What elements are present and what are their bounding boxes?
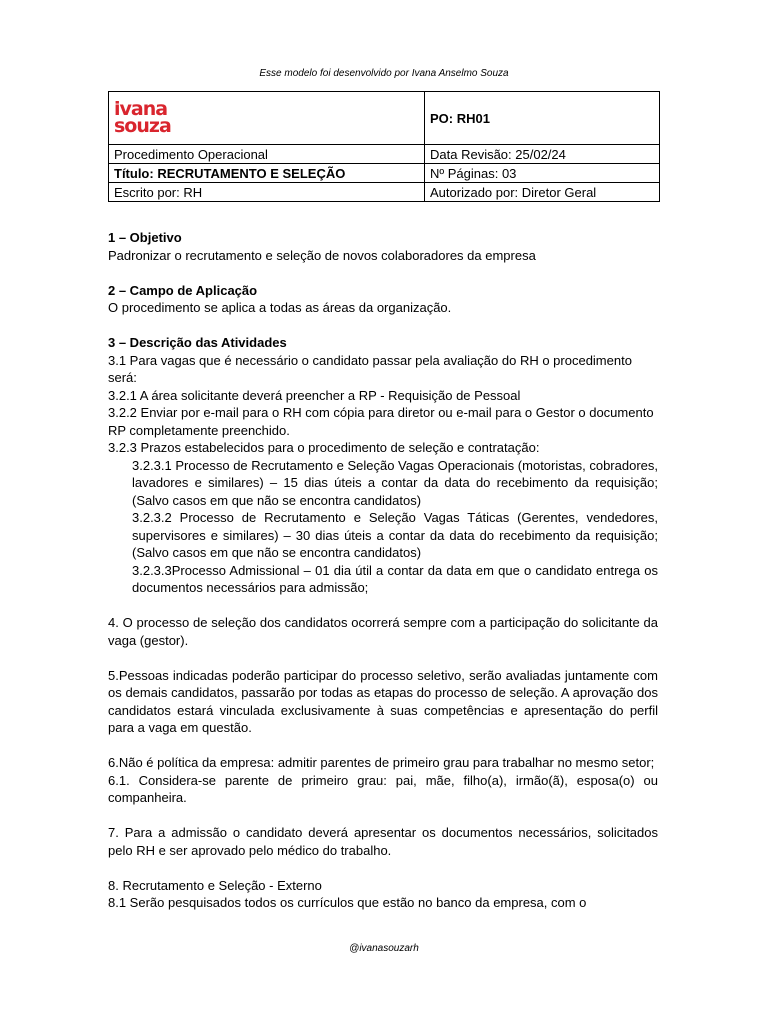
company-logo	[114, 98, 419, 137]
section-2-title: 2 – Campo de Aplicação	[108, 282, 258, 298]
authorized-by: Autorizado por: Diretor Geral	[425, 183, 660, 202]
section-8-1: 8.1 Serão pesquisados todos os currículos que estão no banco da empresa, com o	[108, 895, 587, 910]
footer-handle: @ivanasouzarh	[349, 943, 419, 954]
section-1-text: Padronizar o recrutamento e seleção de novos colaboradores da empresa	[108, 247, 536, 263]
section-6-1: 6.1. Considera-se parente de primeiro grau: pai, mãe, filho(a), irmão(ã), esposa(o) ou companheira.	[108, 772, 658, 805]
section-3-1: 3.1 Para vagas que é necessário o candidato passar pela avaliação do RH o procedimento será:	[108, 352, 632, 385]
section-6: 6.Não é política da empresa: admitir parentes de primeiro grau para trabalhar no mesmo setor;	[108, 755, 655, 770]
document-header-table	[108, 91, 660, 202]
document-title: Título: RECRUTAMENTO E SELEÇÃO	[109, 164, 425, 183]
section-3-2-3: 3.2.3 Prazos estabelecidos para o procedimento de seleção e contratação:	[108, 440, 540, 455]
section-2-text: O procedimento se aplica a todas as áreas da organização.	[108, 300, 452, 315]
logo-line-2: souza	[114, 115, 171, 137]
revision-date: Data Revisão: 25/02/24	[425, 145, 660, 164]
po-code: PO: RH01	[425, 92, 660, 145]
section-4: 4. O processo de seleção dos candidatos ocorrerá sempre com a participação do solicitante da vaga (gestor).	[108, 615, 658, 648]
written-by: Escrito por: RH	[109, 183, 425, 202]
section-3-title: 3 – Descrição das Atividades	[108, 335, 287, 350]
page-count: Nº Páginas: 03	[425, 164, 660, 183]
section-1-title: 1 – Objetivo	[108, 230, 182, 245]
document-body	[108, 229, 658, 912]
section-7: 7. Para a admissão o candidato deverá apresentar os documentos necessários, solicitados pelo RH e ser aprovado pelo médico do trabalho.	[108, 825, 658, 858]
logo-line-1: ivana	[114, 98, 168, 120]
section-8: 8. Recrutamento e Seleção - Externo	[108, 877, 322, 893]
section-3-2-1: 3.2.1 A área solicitante deverá preencher a RP - Requisição de Pessoal	[108, 387, 521, 403]
section-5: 5.Pessoas indicadas poderão participar do processo seletivo, serão avaliadas juntamente com os demais candidatos, passarão por todas as etapas do processo de seleção. A aprovação dos candidatos estará vinculada exclusivamente à suas competências e apresentação do perfil para a vaga em questão.	[108, 667, 658, 735]
section-3-2-3-3: 3.2.3.3Processo Admissional – 01 dia útil a contar da data em que o candidato entrega os documentos necessários para admissão;	[132, 562, 658, 595]
section-3-2-2: 3.2.2 Enviar por e-mail para o RH com cópia para diretor ou e-mail para o Gestor o documento RP completamente preenchido.	[108, 405, 654, 438]
section-3-2-3-1: 3.2.3.1 Processo de Recrutamento e Seleção Vagas Operacionais (motoristas, cobradores, lavadores e similares) – 15 dias úteis a contar da data do recebimento da requisição; (Salvo casos em que não se encontra candidatos)	[132, 457, 658, 508]
header-note: Esse modelo foi desenvolvido por Ivana Anselmo Souza	[259, 68, 509, 79]
procedure-type: Procedimento Operacional	[109, 145, 425, 164]
logo-cell	[109, 92, 425, 145]
section-3-2-3-2: 3.2.3.2 Processo de Recrutamento e Seleção Vagas Táticas (Gerentes, vendedores, supervisores e similares) – 30 dias úteis a contar da data do recebimento da requisição; (Salvo casos em que não se encontra candidatos)	[132, 510, 658, 560]
